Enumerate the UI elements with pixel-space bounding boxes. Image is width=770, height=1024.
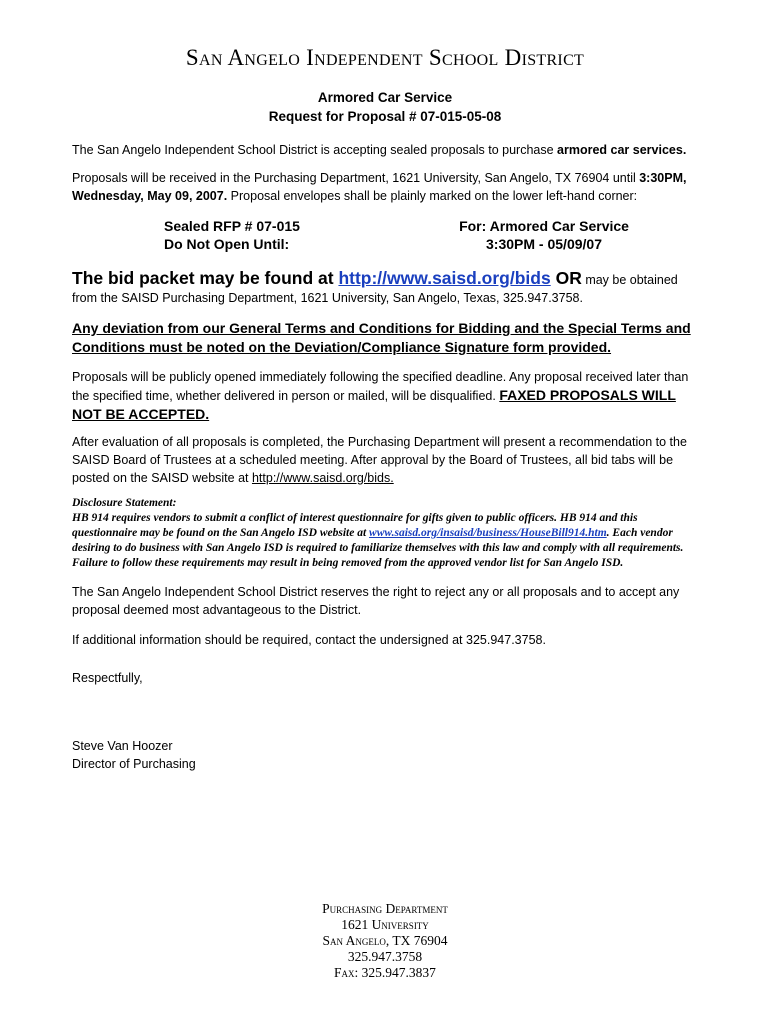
footer-department: Purchasing Department xyxy=(322,901,448,916)
envelope-label-right xyxy=(414,217,674,253)
intro-text: The San Angelo Independent School District is accepting sealed proposals to purchase xyxy=(72,143,558,157)
faxed-notice: FAXED PROPOSALS WILL NOT BE ACCEPTED. xyxy=(72,387,676,422)
disclosure-statement xyxy=(72,496,698,571)
signature-block xyxy=(72,737,698,773)
contact-paragraph: If additional information should be required, contact the undersigned at 325.947.3758. xyxy=(72,633,546,647)
intro-bold: armored car services. xyxy=(557,143,687,157)
bid-packet-paragraph xyxy=(72,267,698,307)
receive-text-2: Proposal envelopes shall be plainly marked on the lower left-hand corner: xyxy=(227,189,638,203)
house-bill-link[interactable]: www.saisd.org/insaisd/business/HouseBill914.htm xyxy=(369,527,607,539)
do-not-open-line: Do Not Open Until: xyxy=(164,236,290,252)
rfp-number: Request for Proposal # 07-015-05-08 xyxy=(268,109,502,124)
envelope-label xyxy=(72,217,698,253)
bid-packet-or: OR xyxy=(550,268,582,288)
for-service-line: For: Armored Car Service xyxy=(459,218,629,234)
closing-salutation: Respectfully, xyxy=(72,671,143,685)
opening-text: Proposals will be publicly opened immediately following the specified deadline. Any proposal received later than the specified time, whether delivered in person or mailed, will be disqualified. xyxy=(72,370,689,403)
disclosure-text-1: HB 914 requires vendors to submit a conflict of interest questionnaire for gifts given to public officers. HB 914 and this questionnaire may be found on the San Angelo ISD website at xyxy=(72,512,638,539)
evaluation-paragraph xyxy=(72,433,698,487)
bid-packet-lead: The bid packet may be found at xyxy=(72,268,339,288)
intro-paragraph xyxy=(72,141,698,159)
deviation-notice: Any deviation from our General Terms and Conditions for Bidding and the Special Terms and Conditions must be noted on the Deviation/Compliance Signature form provided. xyxy=(72,320,691,355)
bids-link[interactable]: http://www.saisd.org/bids xyxy=(338,268,551,288)
footer-street: 1621 University xyxy=(341,917,429,932)
envelope-label-left xyxy=(164,217,414,253)
open-time-line: 3:30PM - 05/09/07 xyxy=(486,236,602,252)
district-title: San Angelo Independent School District xyxy=(185,45,585,70)
bid-tabs-link[interactable]: http://www.saisd.org/bids. xyxy=(251,471,394,485)
disclosure-title: Disclosure Statement: xyxy=(72,497,177,509)
signer-name: Steve Van Hoozer xyxy=(72,739,173,753)
rfp-heading xyxy=(72,88,698,126)
receive-paragraph xyxy=(72,169,698,205)
service-title: Armored Car Service xyxy=(317,90,453,105)
signer-title: Director of Purchasing xyxy=(72,757,196,771)
footer-phone: 325.947.3758 xyxy=(347,949,423,964)
bid-packet-rest: may be obtained from the SAISD Purchasing Department, 1621 University, San Angelo, Texas, 325.947.3758. xyxy=(72,273,678,305)
evaluation-text: After evaluation of all proposals is completed, the Purchasing Department will present a recommendation to the SAISD Board of Trustees at a scheduled meeting. After approval by the Board of Trustees, all bid tabs will be posted on the SAISD website at xyxy=(72,435,687,485)
opening-paragraph xyxy=(72,368,698,424)
receive-deadline: 3:30PM, Wednesday, May 09, 2007. xyxy=(72,171,687,203)
disclosure-text-2: . Each vendor desiring to do business with San Angelo ISD is required to familiarize themselves with this law and comply with all requirements. Failure to follow these requirements may result in being removed from the approved vendor list for San Angelo ISD. xyxy=(72,527,684,569)
footer-city: San Angelo, TX 76904 xyxy=(322,933,448,948)
reserves-paragraph: The San Angelo Independent School District reserves the right to reject any or all proposals and to accept any proposal deemed most advantageous to the District. xyxy=(72,585,680,617)
footer-address xyxy=(0,901,770,981)
sealed-rfp-line: Sealed RFP # 07-015 xyxy=(164,218,300,234)
footer-fax: Fax: 325.947.3837 xyxy=(334,965,436,980)
receive-text-1: Proposals will be received in the Purchasing Department, 1621 University, San Angelo, TX 76904 until xyxy=(72,171,640,185)
disclosure-body xyxy=(72,511,698,571)
document-page xyxy=(72,44,698,773)
